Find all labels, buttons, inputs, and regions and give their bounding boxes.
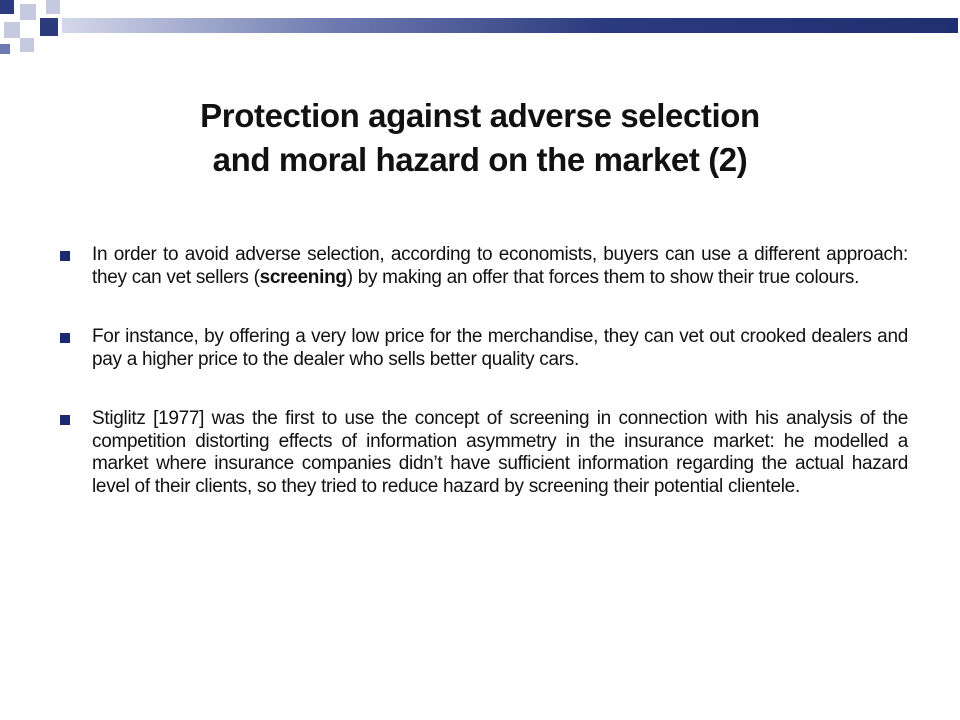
- decorative-square: [20, 38, 34, 52]
- decorative-square: [46, 0, 60, 14]
- slide-title-line-2: and moral hazard on the market (2): [212, 141, 748, 179]
- square-bullet-icon: [60, 333, 70, 343]
- bullet-list: [60, 244, 908, 498]
- bullet-item-instance: [60, 326, 908, 371]
- decorative-square: [0, 44, 10, 54]
- header-gradient-bar: [62, 18, 958, 33]
- bullet-item-stiglitz: [60, 408, 908, 498]
- bullet-text-part: In order to avoid adverse selection, according to economists, buyers can use a different approach: they can vet sellers (: [92, 244, 908, 288]
- bullet-text-part: ) by making an offer that forces them to show their true colours.: [346, 266, 860, 288]
- square-bullet-icon: [60, 251, 70, 261]
- decorative-square: [20, 4, 36, 20]
- slide-title: [60, 94, 900, 182]
- bullet-item-screening: [60, 244, 908, 289]
- decorative-header: [0, 0, 960, 60]
- decorative-square: [4, 22, 20, 38]
- bullet-bold-term: screening: [259, 266, 347, 288]
- slide-title-line-1: Protection against adverse selection: [200, 97, 760, 135]
- bullet-text: Stiglitz [1977] was the first to use the concept of screening in connection with his analysis of the competition distorting effects of information asymmetry in the insurance market: he modelled a market where insurance companies didn’t have sufficient information regarding the actual hazard level of their clients, so they tried to reduce hazard by screening their potential clientele.: [92, 408, 908, 497]
- decorative-square: [40, 18, 58, 36]
- bullet-text: For instance, by offering a very low price for the merchandise, they can vet out crooked dealers and pay a higher price to the dealer who sells better quality cars.: [92, 326, 908, 370]
- square-bullet-icon: [60, 415, 70, 425]
- decorative-square: [0, 0, 14, 14]
